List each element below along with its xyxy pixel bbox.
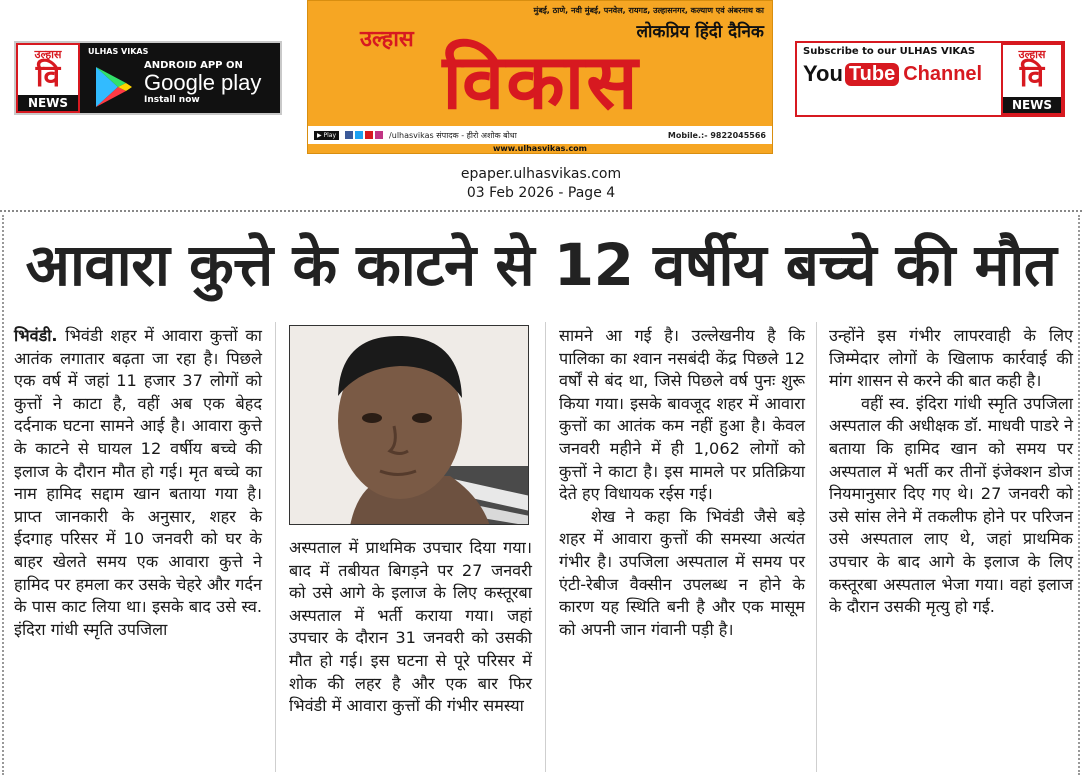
masthead-mobile: Mobile.:- 9822045566 xyxy=(667,130,766,140)
edition-date-page: 03 Feb 2026 - Page 4 xyxy=(466,185,616,201)
android-app-label: ANDROID APP ON xyxy=(144,60,243,71)
masthead-subtitle: उल्हास xyxy=(360,27,414,52)
ulhas-vikas-news-logo-right xyxy=(1001,43,1063,115)
column-4-paragraph-1: उन्होंने इस गंभीर लापरवाही के लिए जिम्मेदार लोगों के खिलाफ कार्रवाई की मांग शासन से करने की बात कही है। xyxy=(829,326,1073,391)
google-play-icon xyxy=(94,65,134,109)
dateline: भिवंडी. xyxy=(14,326,58,345)
youtube-tube-text: Tube xyxy=(845,63,899,86)
google-play-mini-icon: ▶ Play xyxy=(314,131,339,140)
newspaper-masthead xyxy=(307,0,773,154)
column-divider xyxy=(275,322,276,772)
app-brand-label: ULHAS VIKAS xyxy=(88,47,149,56)
twitter-icon[interactable] xyxy=(355,131,363,139)
logo-top-text: उल्हास xyxy=(1018,48,1046,61)
ulhas-vikas-news-logo xyxy=(16,43,80,113)
youtube-subscribe-badge[interactable] xyxy=(795,41,1065,117)
youtube-icon[interactable] xyxy=(365,131,373,139)
column-divider xyxy=(816,322,817,772)
column-1-text: भिवंडी शहर में आवारा कुत्तों का आतंक लगातार बढ़ता जा रहा है। पिछले एक वर्ष में जहां 11 हजार 37 लोगों को कुत्तों ने काटा है, वहीं अब एक बेहद दर्दनाक घटना सामने आई है। आवारा कुत्ते के काटने से घायल 12 वर्षीय बच्चे की इलाज के दौरान मौत हो गई। मृत बच्चे का नाम हामिद सद्दाम खान बताया गया है। प्राप्त जानकारी के अनुसार, शहर के ईदगाह परिसर में 10 जनवरी को घर के बाहर खेलते समय एक आवारा कुत्ते ने हामिद पर हमला कर उसके चेहरे और गर्दन के पास काट लिया था। इसके बाद उसे स्व. इंदिरा गांधी स्मृति उपजिला xyxy=(14,326,262,639)
install-now-label: Install now xyxy=(144,95,200,105)
logo-news-label: NEWS xyxy=(18,95,78,111)
logo-news-label: NEWS xyxy=(1003,97,1061,113)
masthead-cities: मुंबई, ठाणे, नवी मुंबई, पनवेल, रायगड, उल्हासनगर, कल्याण एवं अंबरनाथ का xyxy=(533,6,764,15)
column-3-paragraph-2: शेख ने कहा कि भिवंडी जैसे बड़े शहर में आवारा कुत्तों की समस्या अत्यंत गंभीर है। उपजिला अस्पताल में समय पर एंटी-रेबीज वैक्सीन उपलब्ध न होने के कारण यह स्थिति बनी है और एक मासूम को अपनी जान गंवानी पड़ी है। xyxy=(559,506,805,639)
article-headline: आवारा कुत्ते के काटने से 12 वर्षीय बच्चे की मौत xyxy=(25,231,1057,299)
google-play-label: Google play xyxy=(144,70,262,95)
facebook-icon[interactable] xyxy=(345,131,353,139)
masthead-tagline: लोकप्रिय हिंदी दैनिक xyxy=(636,22,764,42)
logo-top-text: उल्हास xyxy=(34,48,62,61)
logo-glyph: वि xyxy=(35,59,61,94)
epaper-url[interactable]: epaper.ulhasvikas.com xyxy=(460,166,622,182)
masthead-info-bar xyxy=(308,126,772,144)
article-column-1 xyxy=(14,325,262,641)
instagram-icon[interactable] xyxy=(375,131,383,139)
column-2-text: अस्पताल में प्राथमिक उपचार दिया गया। बाद में तबीयत बिगड़ने पर 27 जनवरी को उसे आगे के इलाज के लिए कस्तूरबा अस्पताल में भर्ती कराया गया। जहां उपचार के दौरान 31 जनवरी को उसकी मौत हो गई। इस घटना से पूरे परिसर में शोक की लहर है और एक बार फिर भिवंडी में आवारा कुत्तों की गंभीर समस्या xyxy=(289,538,532,716)
masthead-website[interactable]: www.ulhasvikas.com xyxy=(492,144,588,153)
logo-glyph: वि xyxy=(1019,59,1045,94)
victim-photo xyxy=(289,325,529,525)
column-divider xyxy=(545,322,546,772)
article-column-2 xyxy=(289,537,532,718)
masthead-title: विकास xyxy=(442,37,640,126)
subscribe-label: Subscribe to our ULHAS VIKAS xyxy=(803,46,976,57)
masthead-handle: /ulhasvikas संपादक - हीरो अशोक बोधा xyxy=(389,130,517,140)
google-play-badge[interactable] xyxy=(14,41,282,115)
dotted-divider xyxy=(0,210,1082,212)
column-3-paragraph-1: सामने आ गई है। उल्लेखनीय है कि पालिका का श्वान नसबंदी केंद्र पिछले 12 वर्षों से बंद था, जिसे पिछले वर्ष पुनः शुरू किया गया। इसके बावजूद शहर में आवारा कुत्तों का आतंक कम नहीं हुआ है। केवल जनवरी महीने में ही 1,062 लोगों को कुत्तों ने काटा है। इस मामले पर प्रतिक्रिया देते हए विधायक रईस गई। xyxy=(559,326,805,504)
article-column-3 xyxy=(559,325,805,641)
column-4-paragraph-2: वहीं स्व. इंदिरा गांधी स्मृति उपजिला अस्पताल की अधीक्षक डॉ. माधवी पाडरे ने बताया कि हामिद खान को समय पर अस्पताल में भर्ती कर तीनों इंजेक्शन डोज नियमानुसार दिए गए थे। 27 जनवरी को उसे सांस लेने में तकलीफ होने पर परिजन उसे अस्पताल लाए थे, जहां प्राथमिक उपचार के बाद आगे के इलाज के लिए कस्तूरबा अस्पताल भेजा गया। वहां इलाज के दौरान उसकी मृत्यु हो गई. xyxy=(829,393,1073,617)
youtube-you-text: You xyxy=(803,61,843,86)
article-column-4 xyxy=(829,325,1073,619)
boy-portrait-image xyxy=(290,326,529,525)
youtube-channel-text: Channel xyxy=(903,62,983,85)
social-icons xyxy=(345,131,383,139)
